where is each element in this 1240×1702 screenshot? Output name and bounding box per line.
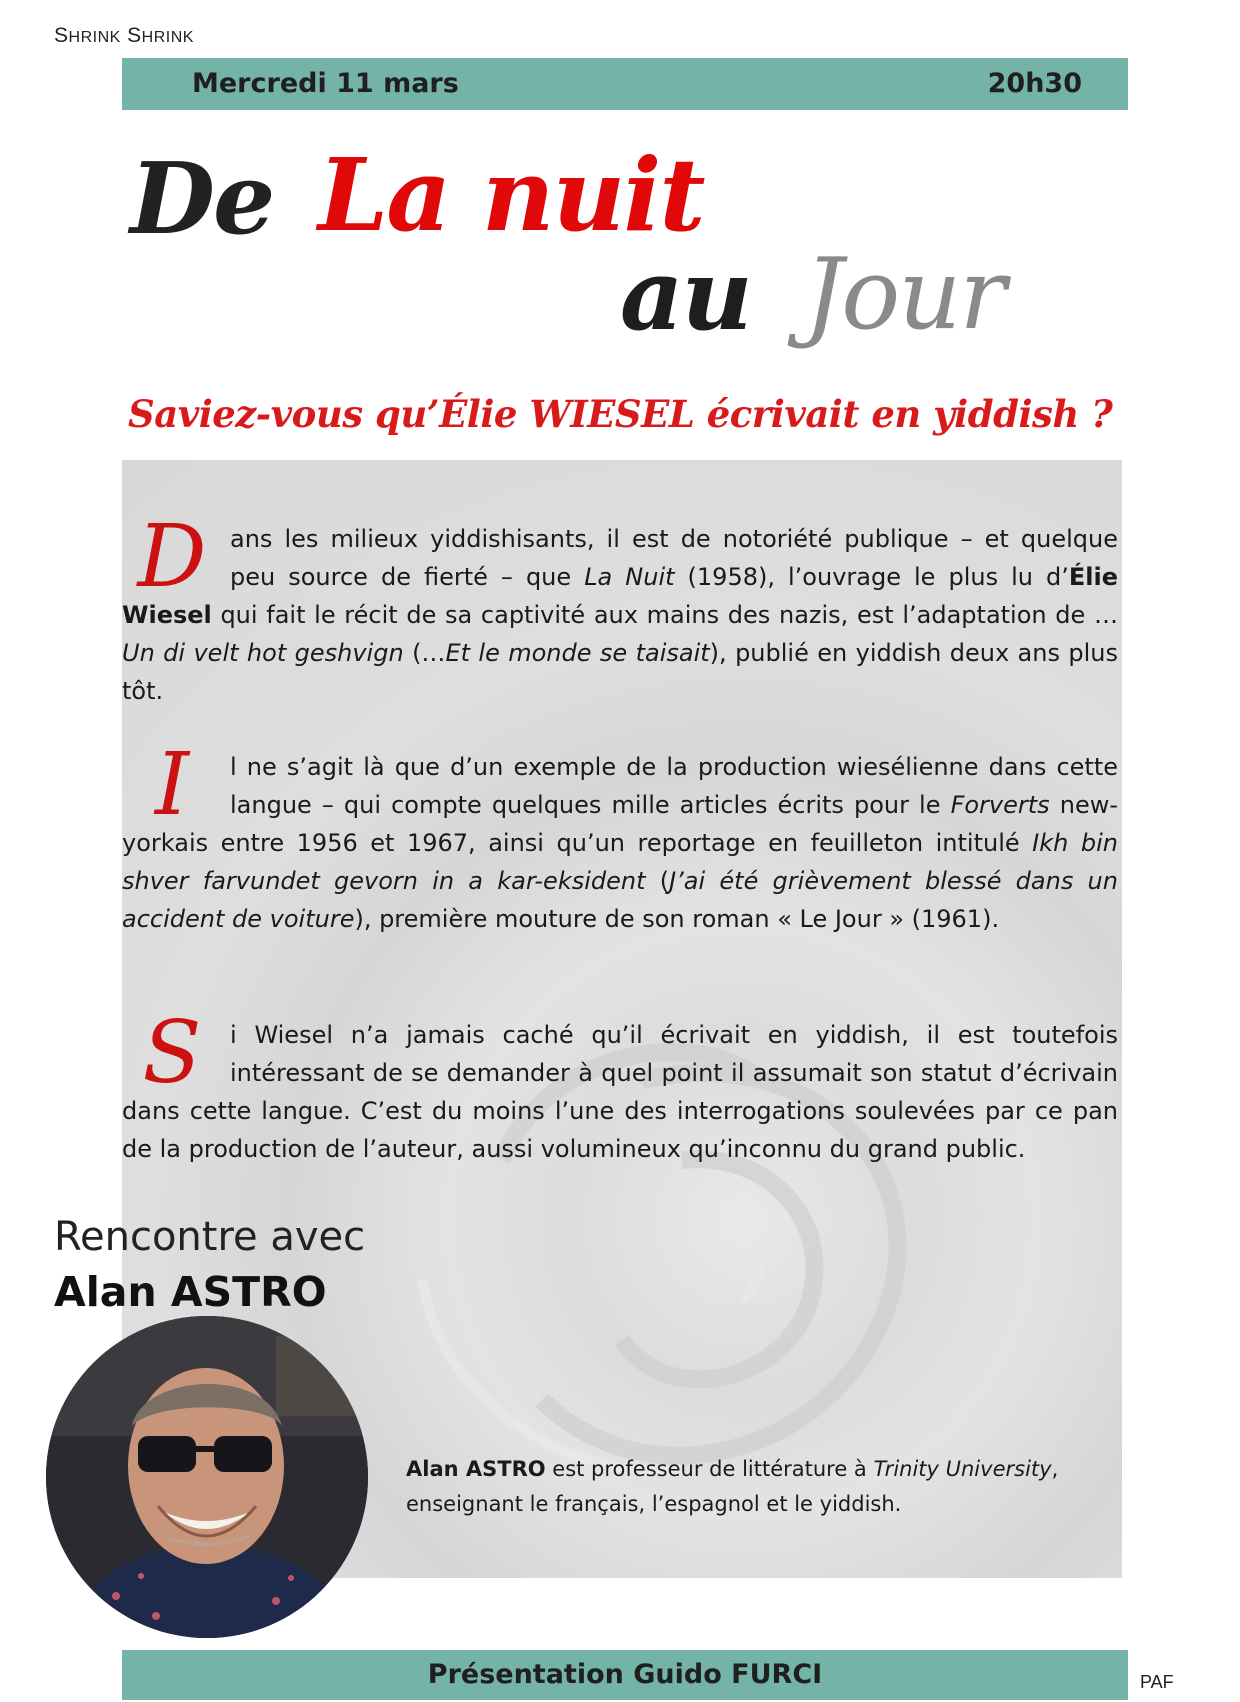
title-words-la-nuit: La nuit (318, 136, 704, 254)
speaker-name: Alan ASTRO (54, 1268, 327, 1316)
event-date: Mercredi 11 mars (192, 68, 459, 99)
book-title-la-nuit: La Nuit (584, 563, 675, 591)
dropcap-i: I (155, 735, 189, 835)
title-word-au: au (620, 238, 751, 353)
speaker-bio: Alan ASTRO est professeur de littérature à Trinity University, enseignant le français, l’espagnol et le yiddish. (406, 1457, 1059, 1516)
meeting-intro: Rencontre avec (54, 1214, 366, 1260)
portrait-image-icon (46, 1316, 368, 1638)
speaker-portrait (46, 1316, 368, 1638)
presentation-banner: Présentation Guido FURCI (122, 1650, 1128, 1700)
brand-rest-2: HRINK (141, 29, 194, 46)
paragraph-statut: S i Wiesel n’a jamais caché qu’il écrivait en yiddish, il est toutefois intéressant de se demander à quel point il assumait son statut d’écrivain dans cette langue. C’est du moins l’une des interrogations soulevées par ce pan de la production de l’auteur, aussi volumineux qu’inconnu du grand public. (122, 1003, 1118, 1163)
brand-initial-2: S (127, 24, 142, 47)
subtitle-question: Saviez-vous qu’Élie WIESEL écrivait en yiddish ? (128, 392, 1113, 436)
dropcap-s: S (142, 1003, 202, 1103)
brand-rest: HRINK (68, 29, 121, 46)
paragraph-production: I l ne s’agit là que d’un exemple de la production wiesélienne dans cette langue – qui compte quelques mille articles écrits pour le Forverts new-yorkais entre 1956 et 1967, ainsi qu’un reportage en feuilleton intitulé Ikh bin shver farvundet gevorn in a kar-eksident (J’ai été grièvement blessé dans un accident de voiture), première mouture de son roman « Le Jour » (1961). (122, 735, 1118, 933)
organizer-logo (54, 24, 194, 48)
brand-initial: S (54, 24, 69, 47)
author-name: Élie Wiesel (122, 563, 1118, 629)
event-time: 20h30 (987, 68, 1082, 99)
dropcap-d: D (137, 507, 207, 607)
event-date-banner (122, 58, 1128, 110)
paragraph-la-nuit: Dans les milieux yiddishisants, il est de notoriété publique – et quelque peu source de fierté – que La Nuit (1958), l’ouvrage le plus lu d’Élie Wiesel qui fait le récit de sa captivité aux mains des nazis, est l’adaptation de …Un di velt hot geshvign (…Et le monde se taisait), publié en yiddish deux ans plus tôt. (122, 507, 1119, 705)
title-word-de: De (130, 142, 274, 257)
paf-note: PAF (1140, 1672, 1174, 1692)
title-word-jour: Jour (804, 238, 1005, 352)
